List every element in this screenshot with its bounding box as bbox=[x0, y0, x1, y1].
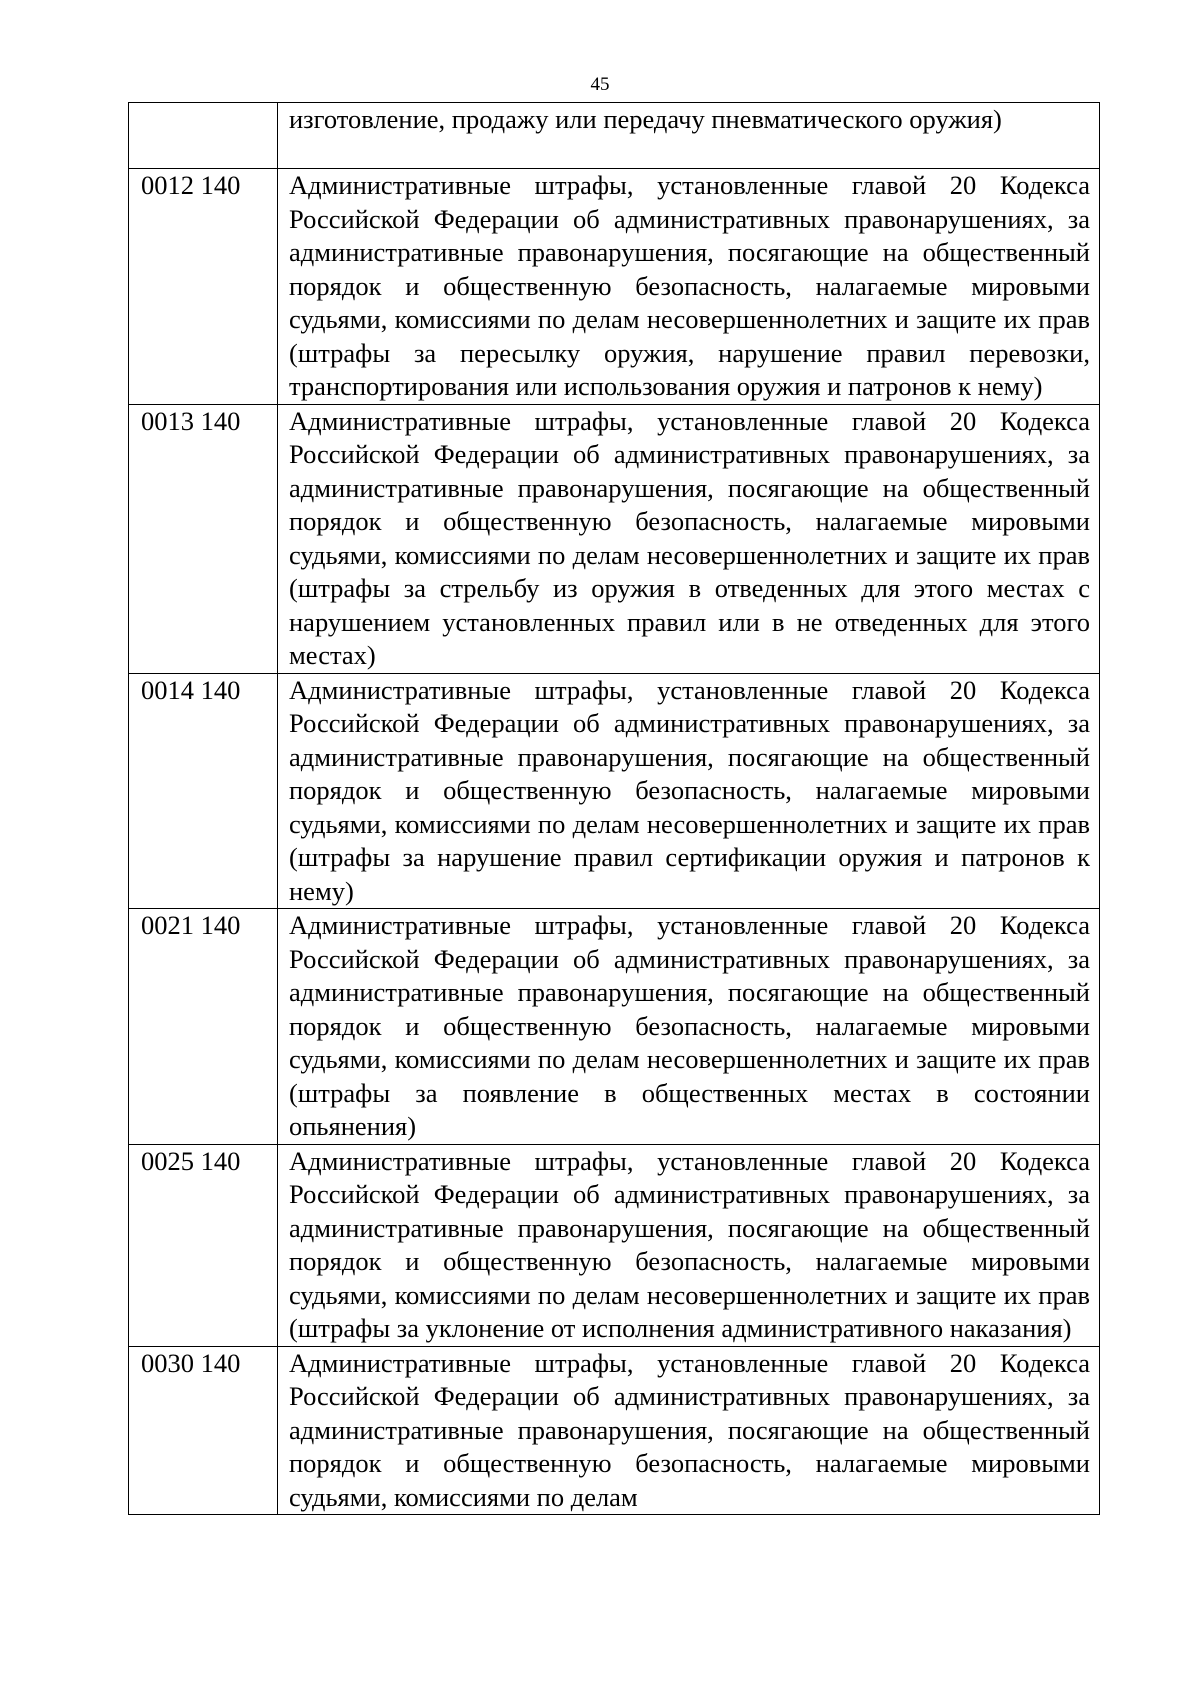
table-row bbox=[129, 169, 1100, 405]
description-cell: Административные штрафы, установленные главой 20 Кодекса Российской Федерации об административных правонарушениях, за административные правонарушения, посягающие на общественный порядок и общественную безопасность, налагаемые мировыми судьями, комиссиями по делам несовершеннолетних и защите их прав (штрафы за стрельбу из оружия в отведенных для этого местах с нарушением установленных правил или в не отведенных для этого местах) bbox=[278, 404, 1100, 673]
page-number: 45 bbox=[590, 74, 610, 95]
table-row bbox=[129, 404, 1100, 673]
code-cell bbox=[129, 103, 278, 169]
code-cell: 0025 140 bbox=[129, 1144, 278, 1346]
code-cell: 0012 140 bbox=[129, 169, 278, 405]
code-cell: 0030 140 bbox=[129, 1346, 278, 1515]
table-row bbox=[129, 1144, 1100, 1346]
code-cell: 0013 140 bbox=[129, 404, 278, 673]
description-cell: Административные штрафы, установленные главой 20 Кодекса Российской Федерации об административных правонарушениях, за административные правонарушения, посягающие на общественный порядок и общественную безопасность, налагаемые мировыми судьями, комиссиями по делам несовершеннолетних и защите их прав (штрафы за нарушение правил сертификации оружия и патронов к нему) bbox=[278, 673, 1100, 909]
code-cell: 0014 140 bbox=[129, 673, 278, 909]
code-cell: 0021 140 bbox=[129, 909, 278, 1145]
budget-codes-table bbox=[128, 102, 1100, 1515]
table-row bbox=[129, 103, 1100, 169]
description-cell: Административные штрафы, установленные главой 20 Кодекса Российской Федерации об административных правонарушениях, за административные правонарушения, посягающие на общественный порядок и общественную безопасность, налагаемые мировыми судьями, комиссиями по делам несовершеннолетних и защите их прав (штрафы за уклонение от исполнения административного наказания) bbox=[278, 1144, 1100, 1346]
description-cell: Административные штрафы, установленные главой 20 Кодекса Российской Федерации об административных правонарушениях, за административные правонарушения, посягающие на общественный порядок и общественную безопасность, налагаемые мировыми судьями, комиссиями по делам bbox=[278, 1346, 1100, 1515]
table-row bbox=[129, 1346, 1100, 1515]
table-row bbox=[129, 909, 1100, 1145]
description-cell: Административные штрафы, установленные главой 20 Кодекса Российской Федерации об административных правонарушениях, за административные правонарушения, посягающие на общественный порядок и общественную безопасность, налагаемые мировыми судьями, комиссиями по делам несовершеннолетних и защите их прав (штрафы за пересылку оружия, нарушение правил перевозки, транспортирования или использования оружия и патронов к нему) bbox=[278, 169, 1100, 405]
description-cell: изготовление, продажу или передачу пневматического оружия) bbox=[278, 103, 1100, 169]
table-row bbox=[129, 673, 1100, 909]
description-cell: Административные штрафы, установленные главой 20 Кодекса Российской Федерации об административных правонарушениях, за административные правонарушения, посягающие на общественный порядок и общественную безопасность, налагаемые мировыми судьями, комиссиями по делам несовершеннолетних и защите их прав (штрафы за появление в общественных местах в состоянии опьянения) bbox=[278, 909, 1100, 1145]
